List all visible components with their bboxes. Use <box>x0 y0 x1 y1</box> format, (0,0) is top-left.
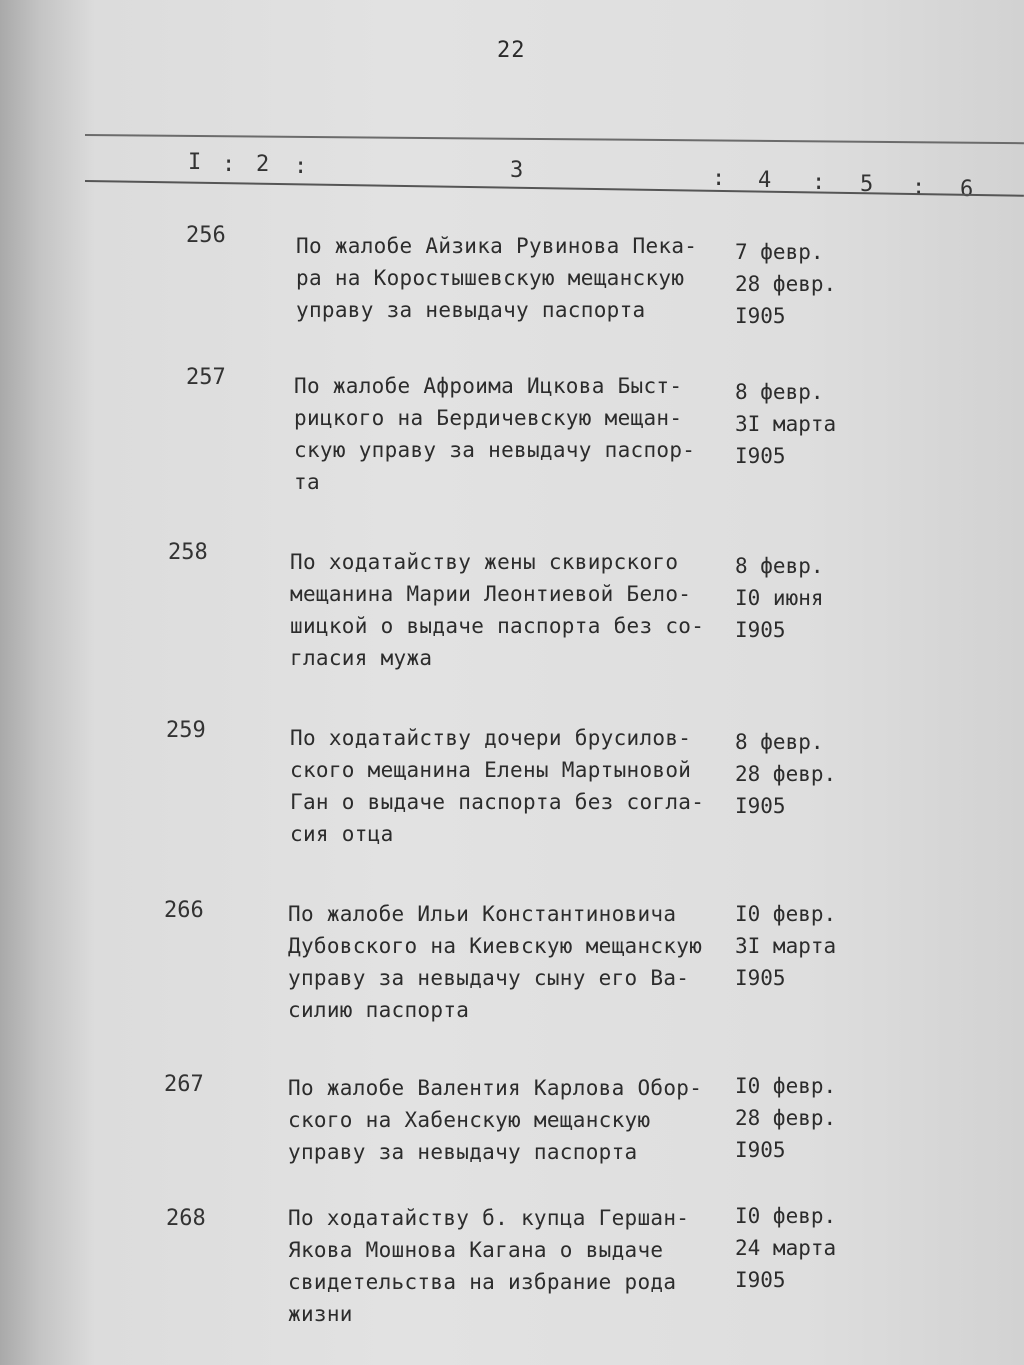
column-separator: : <box>812 170 826 195</box>
column-header-3: 3 <box>510 158 524 183</box>
entry-number: 267 <box>164 1072 204 1097</box>
entry-dates: 8 февр. 3I марта I905 <box>735 380 837 468</box>
entry-number: 268 <box>166 1206 206 1231</box>
entry-description: По ходатайству дочери брусилов- ского мещанина Елены Мартыновой Ган о выдаче паспорта без согла- сия отца <box>290 726 705 846</box>
column-separator: : <box>294 154 308 179</box>
entry-number: 256 <box>186 223 226 248</box>
column-header-6: 6 <box>960 177 974 202</box>
column-header-5: 5 <box>860 172 874 197</box>
entry-description: По жалобе Ильи Константиновича Дубовского на Киевскую мещанскую управу за невыдачу сыну его Ва- силию паспорта <box>288 902 703 1022</box>
entry-number: 258 <box>168 540 208 565</box>
entry-description: По жалобе Афроима Ицкова Быст- рицкого на Бердичевскую мещан- скую управу за невыдачу паспор- та <box>294 374 696 494</box>
entry-description: По жалобе Валентия Карлова Обор- ского на Хабенскую мещанскую управу за невыдачу паспорта <box>288 1076 703 1164</box>
entry-dates: 7 февр. 28 февр. I905 <box>735 240 837 328</box>
column-separator: : <box>712 166 726 191</box>
page-number: 22 <box>497 38 526 63</box>
entry-number: 259 <box>166 718 206 743</box>
entry-dates: I0 февр. 28 февр. I905 <box>735 1074 837 1162</box>
column-separator: : <box>222 152 236 177</box>
entry-number: 266 <box>164 898 204 923</box>
entry-dates: 8 февр. I0 июня I905 <box>735 554 824 642</box>
entry-dates: I0 февр. 3I марта I905 <box>735 902 837 990</box>
column-separator: : <box>912 175 926 200</box>
entry-dates: I0 февр. 24 марта I905 <box>735 1204 837 1292</box>
entry-description: По жалобе Айзика Рувинова Пека- ра на Коростышевскую мещанскую управу за невыдачу паспорта <box>296 234 698 322</box>
entry-dates: 8 февр. 28 февр. I905 <box>735 730 837 818</box>
header-top-rule <box>85 134 1024 144</box>
column-header-1: I <box>188 150 202 175</box>
column-header-4: 4 <box>758 168 772 193</box>
entry-description: По ходатайству б. купца Гершан- Якова Мошнова Кагана о выдаче свидетельства на избрание рода жизни <box>288 1206 690 1326</box>
column-header-2: 2 <box>256 152 270 177</box>
header-bottom-rule <box>85 180 1024 197</box>
entry-description: По ходатайству жены сквирского мещанина Марии Леонтиевой Бело- шицкой о выдаче паспорта без со- гласия мужа <box>290 550 705 670</box>
entry-number: 257 <box>186 365 226 390</box>
